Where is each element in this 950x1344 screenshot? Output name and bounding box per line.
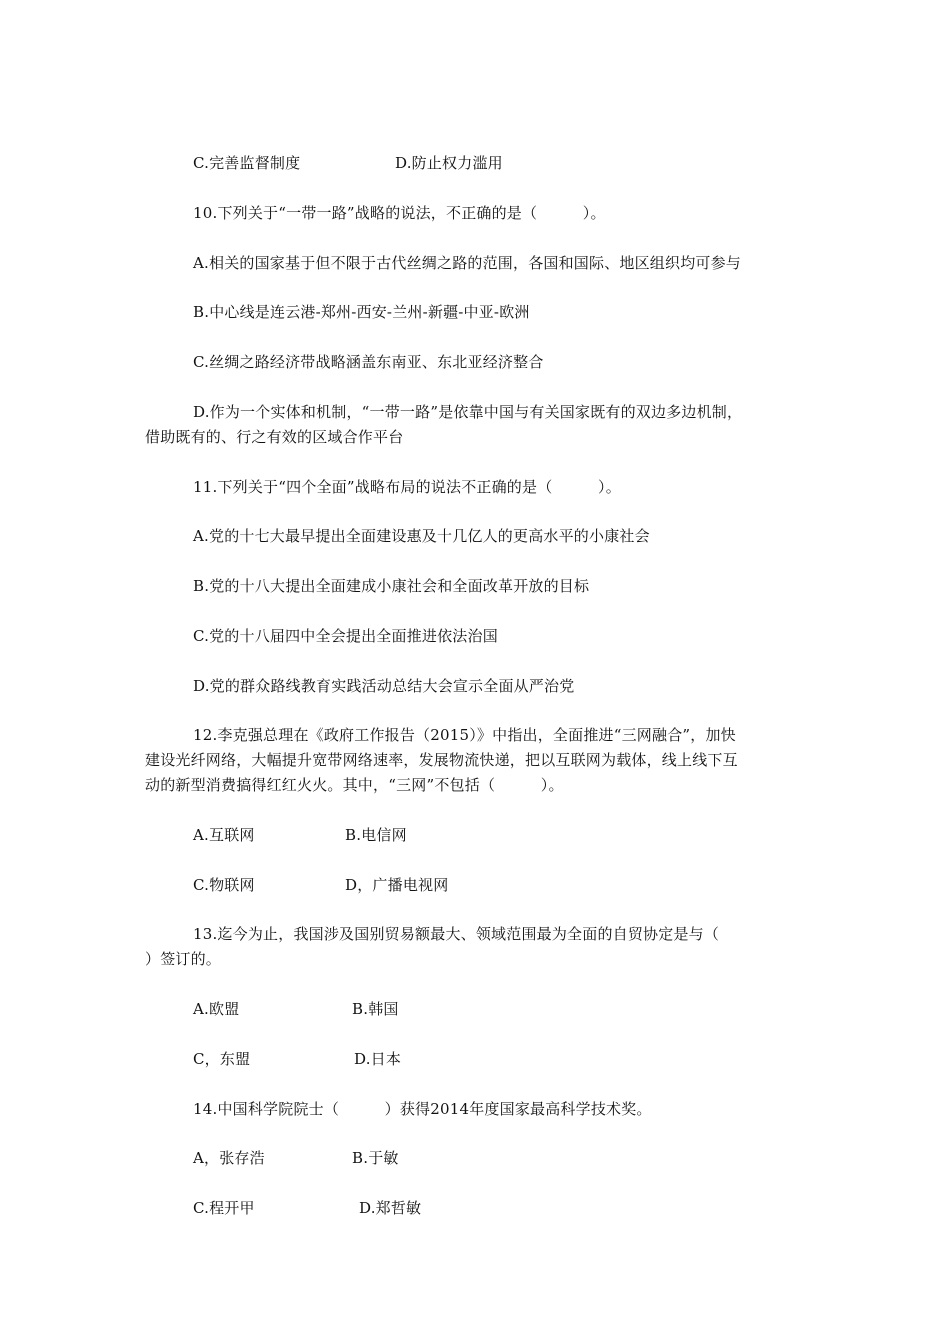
q12-option-b: B.电信网 xyxy=(345,826,407,844)
q13-stem-line2: ）签订的。 xyxy=(145,950,222,968)
q12-option-a: A.互联网 xyxy=(193,826,255,844)
q11-option-d: D.党的群众路线教育实践活动总结大会宣示全面从严治党 xyxy=(193,677,575,695)
q12-stem-line1: 12.李克强总理在《政府工作报告（2015）》中指出，全面推进“三网融合”，加快 xyxy=(193,726,736,744)
q13-option-a: A.欧盟 xyxy=(193,1000,240,1018)
q14-option-d: D.郑哲敏 xyxy=(359,1199,422,1217)
q13-option-b: B.韩国 xyxy=(352,1000,399,1018)
q13-stem-line1: 13.迄今为止，我国涉及国别贸易额最大、领域范围最为全面的自贸协定是与（ xyxy=(193,925,720,943)
q10-option-b: B.中心线是连云港-郑州-西安-兰州-新疆-中亚-欧洲 xyxy=(193,303,530,321)
q12-option-c: C.物联网 xyxy=(193,876,255,894)
q11-option-b: B.党的十八大提出全面建成小康社会和全面改革开放的目标 xyxy=(193,577,590,595)
q13-option-d: D.日本 xyxy=(354,1050,402,1068)
q14-option-a: A，张存浩 xyxy=(193,1149,265,1167)
q11-stem: 11.下列关于“四个全面”战略布局的说法不正确的是（ ）。 xyxy=(193,478,621,496)
q14-stem: 14.中国科学院院士（ ）获得2014年度国家最高科学技术奖。 xyxy=(193,1100,652,1118)
q11-option-a: A.党的十七大最早提出全面建设惠及十几亿人的更高水平的小康社会 xyxy=(193,527,650,545)
q10-stem: 10.下列关于“一带一路”战略的说法，不正确的是（ ）。 xyxy=(193,204,606,222)
q10-option-d-line1: D.作为一个实体和机制，“一带一路”是依靠中国与有关国家既有的双边多边机制， xyxy=(193,403,743,421)
q12-option-d: D，广播电视网 xyxy=(345,876,449,894)
q10-option-d-line2: 借助既有的、行之有效的区域合作平台 xyxy=(145,428,404,446)
q10-option-a: A.相关的国家基于但不限于古代丝绸之路的范围，各国和国际、地区组织均可参与 xyxy=(193,254,742,272)
q10-option-c: C.丝绸之路经济带战略涵盖东南亚、东北亚经济整合 xyxy=(193,353,544,371)
q14-option-b: B.于敏 xyxy=(352,1149,399,1167)
q12-stem-line3: 动的新型消费搞得红红火火。其中，“三网”不包括（ ）。 xyxy=(145,776,564,794)
q11-option-c: C.党的十八届四中全会提出全面推进依法治国 xyxy=(193,627,498,645)
q12-stem-line2: 建设光纤网络，大幅提升宽带网络速率，发展物流快递，把以互联网为载体，线上线下互 xyxy=(145,751,738,769)
q9-option-c: C.完善监督制度 xyxy=(193,154,301,172)
q9-option-d: D.防止权力滥用 xyxy=(395,154,503,172)
q14-option-c: C.程开甲 xyxy=(193,1199,255,1217)
q13-option-c: C，东盟 xyxy=(193,1050,251,1068)
